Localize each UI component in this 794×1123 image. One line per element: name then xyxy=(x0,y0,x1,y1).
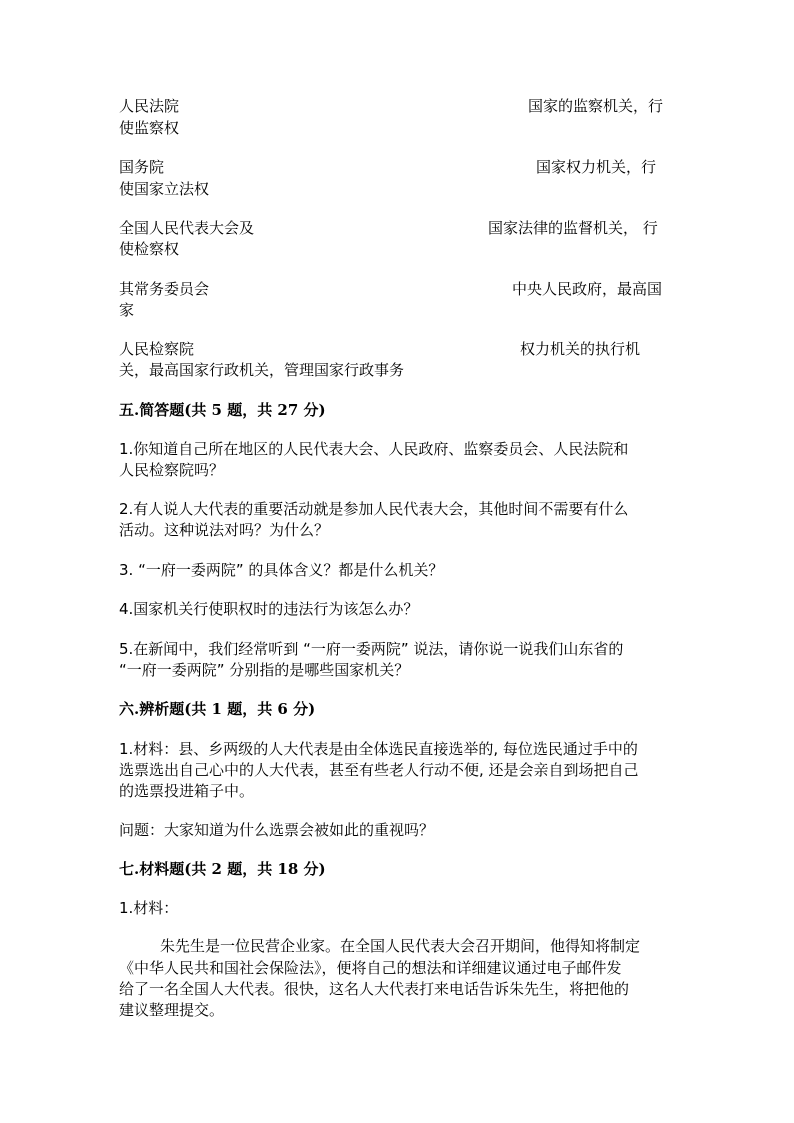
s5-q2-line2: 活动。这种说法对吗？为什么？ xyxy=(119,521,330,539)
match-right-5: 权力机关的执行机 xyxy=(520,340,641,358)
s7-para-line2: 《中华人民共和国社会保险法》，便将自己的想法和详细建议通过电子邮件发 xyxy=(119,959,622,977)
s5-q4: 4.国家机关行使职权时的违法行为该怎么办？ xyxy=(119,600,419,618)
match-left-2: 国务院 xyxy=(119,158,165,176)
section-5-heading: 五.简答题(共 5 题，共 27 分) xyxy=(119,401,326,419)
s5-q2-line1: 2.有人说人大代表的重要活动就是参加人民代表大会，其他时间不需要有什么 xyxy=(119,500,629,518)
s5-q3: 3. “一府一委两院” 的具体含义？都是什么机关？ xyxy=(119,561,444,579)
s5-q1-line1: 1.你知道自己所在地区的人民代表大会、人民政府、监察委员会、人民法院和 xyxy=(119,440,629,458)
s5-q5-line2: “一府一委两院” 分别指的是哪些国家机关？ xyxy=(119,661,410,679)
match-cont-4: 家 xyxy=(119,301,135,319)
match-left-5: 人民检察院 xyxy=(119,340,195,358)
s6-q1-line1: 1.材料：县、乡两级的人大代表是由全体选民直接选举的, 每位选民通过手中的 xyxy=(119,740,638,758)
match-cont-1: 使监察权 xyxy=(119,119,180,137)
s7-para-line1: 朱先生是一位民营企业家。在全国人民代表大会召开期间，他得知将制定 xyxy=(160,937,641,955)
match-cont-3: 使检察权 xyxy=(119,240,180,258)
match-right-1: 国家的监察机关，行 xyxy=(528,97,664,115)
match-left-3: 全国人民代表大会及 xyxy=(119,219,255,237)
s6-question: 问题：大家知道为什么选票会被如此的重视吗？ xyxy=(119,821,435,839)
s5-q5-line1: 5.在新闻中，我们经常听到 “一府一委两院” 说法，请你说一说我们山东省的 xyxy=(119,640,624,658)
match-left-4: 其常务委员会 xyxy=(119,280,210,298)
s7-para-line4: 建议整理提交。 xyxy=(119,1001,225,1019)
section-6-heading: 六.辨析题(共 1 题，共 6 分) xyxy=(119,700,316,718)
s5-q1-line2: 人民检察院吗？ xyxy=(119,461,225,479)
match-right-3: 国家法律的监督机关， 行 xyxy=(488,219,658,237)
s6-q1-line2: 选票选出自己心中的人大代表，甚至有些老人行动不便, 还是会亲自到场把自己 xyxy=(119,761,639,779)
match-right-4: 中央人民政府，最高国 xyxy=(512,280,663,298)
match-cont-5: 关，最高国家行政机关，管理国家行政事务 xyxy=(119,361,405,379)
match-left-1: 人民法院 xyxy=(119,97,180,115)
match-cont-2: 使国家立法权 xyxy=(119,180,210,198)
s7-para-line3: 给了一名全国人大代表。很快，这名人大代表打来电话告诉朱先生，将把他的 xyxy=(119,980,630,998)
section-7-heading: 七.材料题(共 2 题，共 18 分) xyxy=(119,860,326,878)
s7-q1-label: 1.材料： xyxy=(119,899,179,917)
match-right-2: 国家权力机关，行 xyxy=(536,158,657,176)
s6-q1-line3: 的选票投进箱子中。 xyxy=(119,782,255,800)
